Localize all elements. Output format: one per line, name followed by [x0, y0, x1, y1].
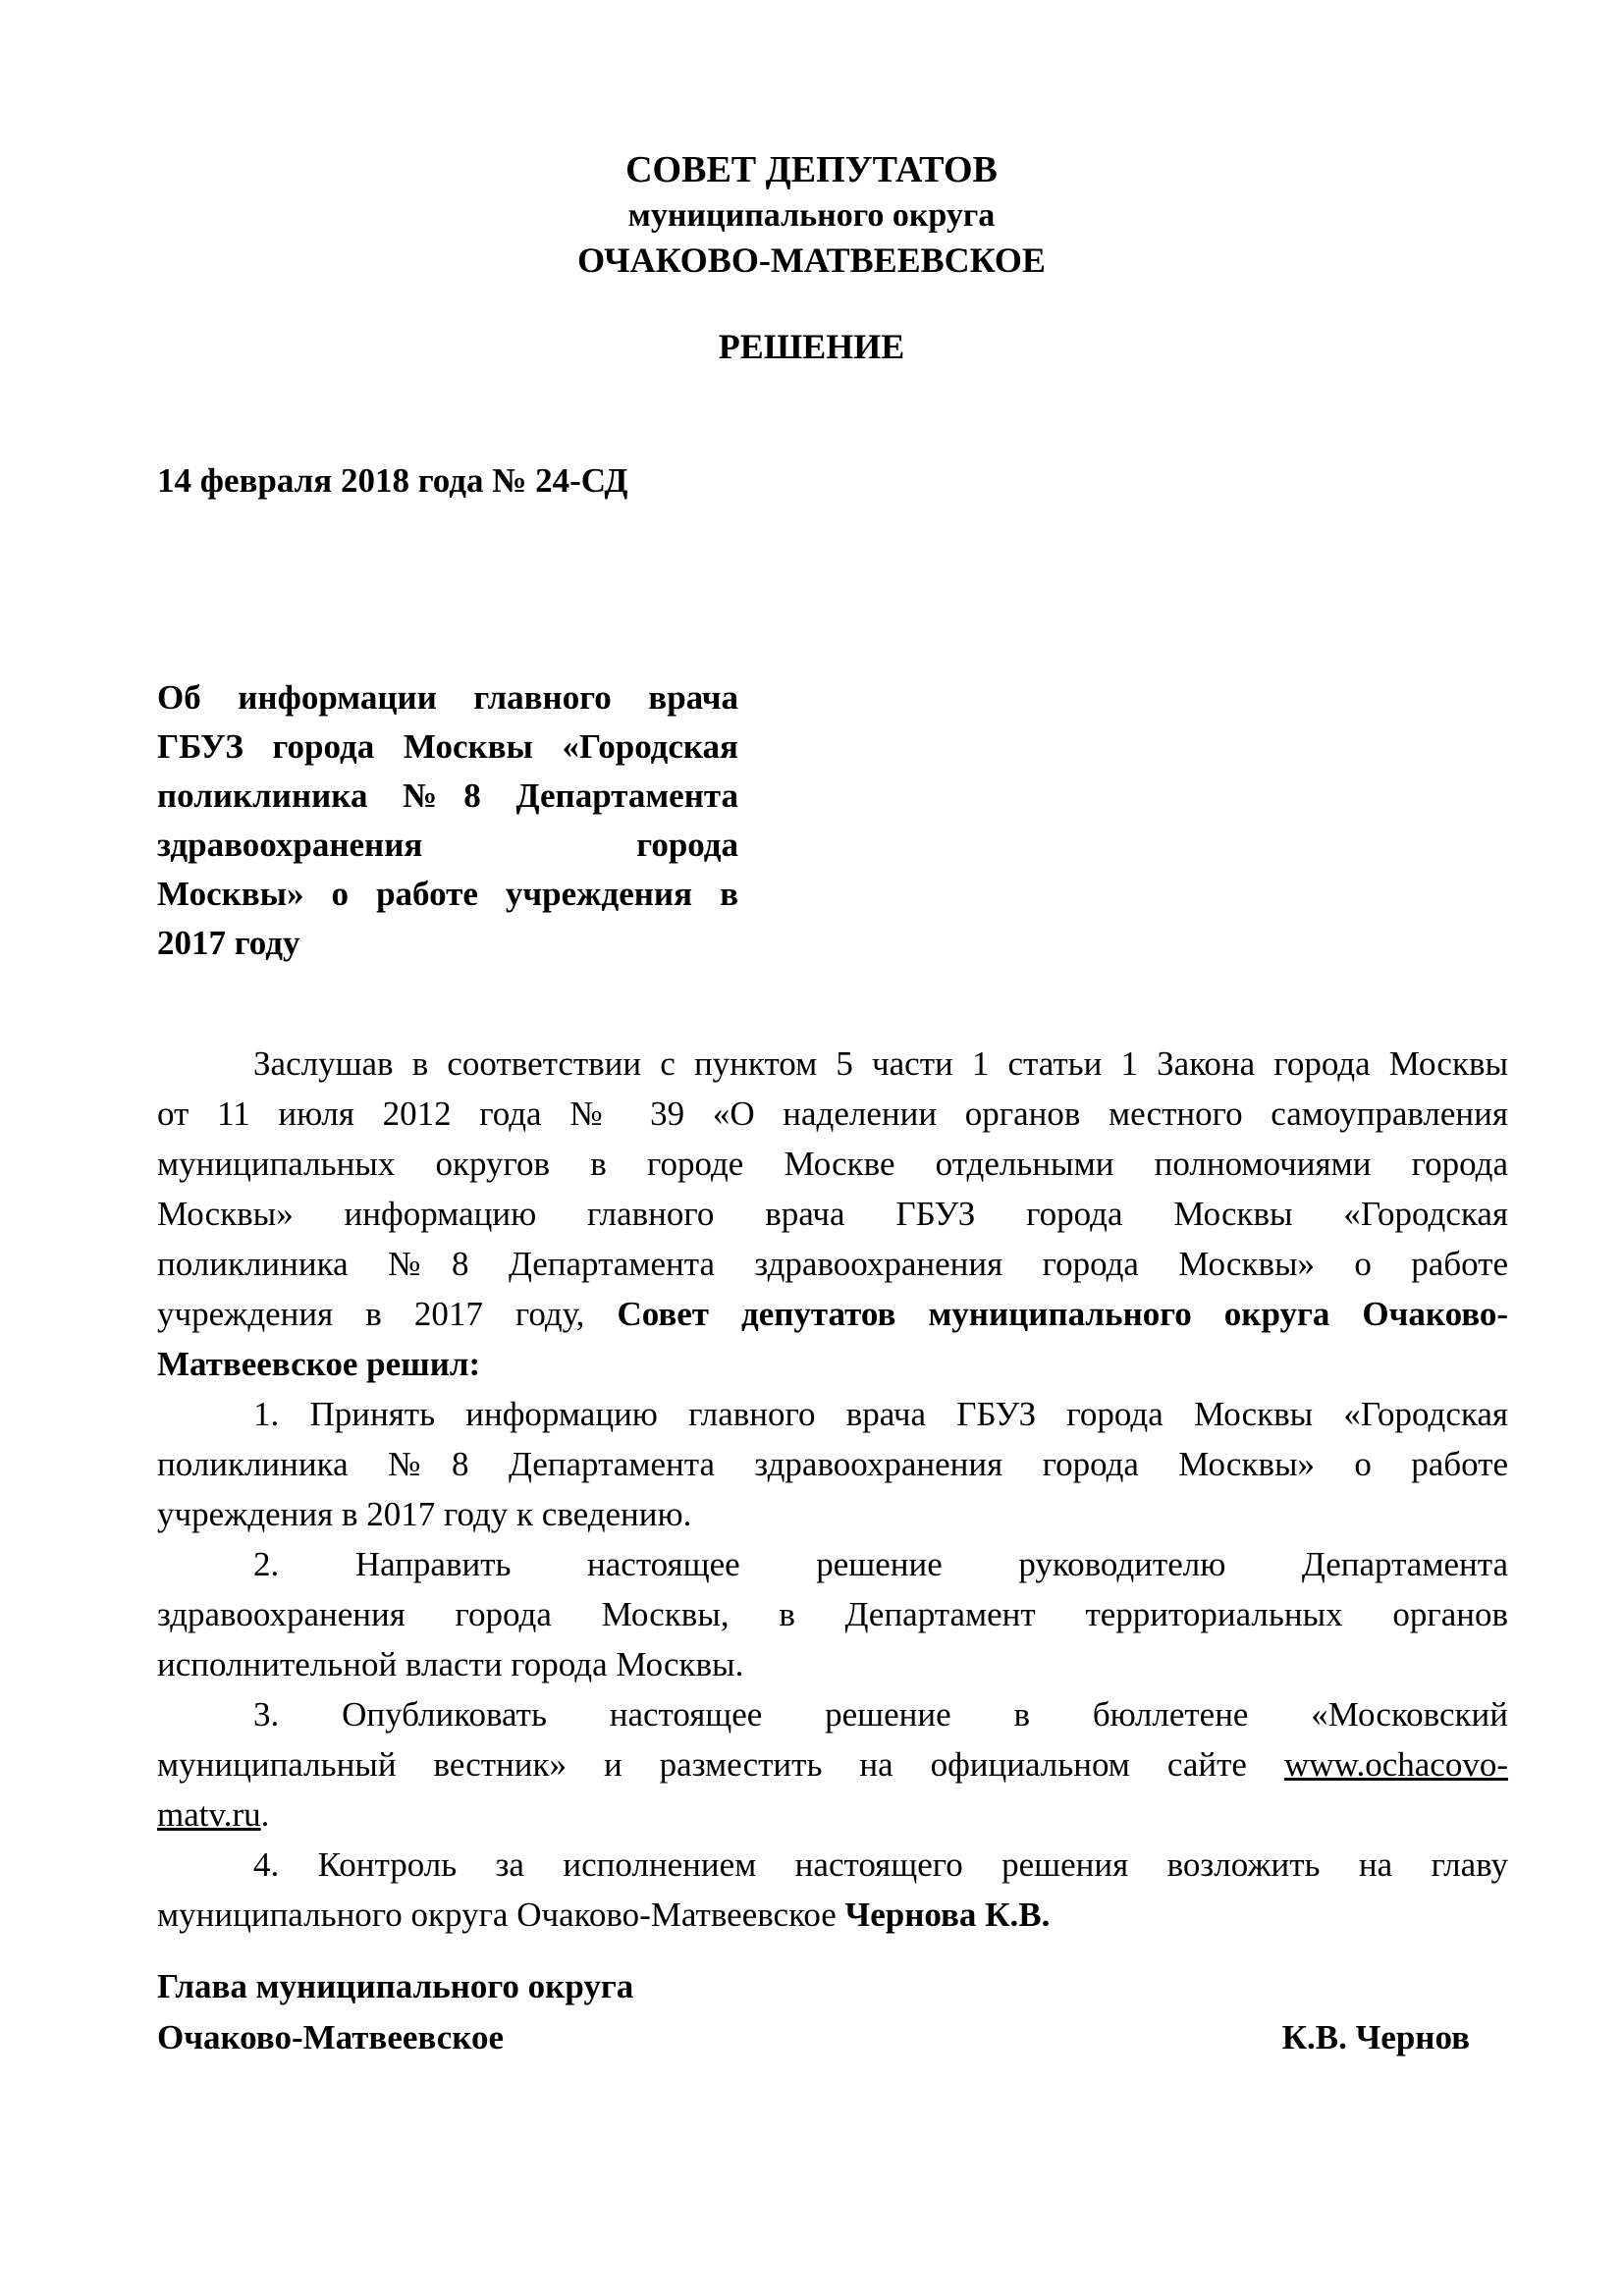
decision-body: [157, 1039, 1508, 1940]
document-type: РЕШЕНИЕ: [718, 327, 905, 366]
resolution-phrase-end: Матвеевское решил:: [157, 1345, 481, 1383]
item-4-line: 4. Контроль за исполнением настоящего решения возложить на главу: [253, 1845, 1508, 1884]
item-3-line: [157, 1789, 1508, 1840]
item-3-text: муниципальный вестник» и разместить на официальном сайте: [157, 1745, 1247, 1784]
subject-line: ГБУЗ города Москвы «Городская: [157, 727, 738, 766]
item-3-line: 3. Опубликовать настоящее решение в бюллетене «Московский: [253, 1695, 1508, 1734]
item-4-text: муниципального округа Очаково-Матвеевское: [157, 1896, 837, 1934]
preamble-text: учреждения в 2017 году,: [157, 1295, 585, 1333]
preamble-line: Москвы» информацию главного врача ГБУЗ города Москвы «Городская: [157, 1195, 1508, 1233]
preamble-line: муниципальных округов в городе Москве отдельными полномочиями города: [157, 1145, 1508, 1183]
preamble-line: от 11 июля 2012 года № 39 «О наделении органов местного самоуправления: [157, 1095, 1508, 1133]
item-1-line: поликлиника №8 Департамента здравоохранения города Москвы» о работе: [157, 1445, 1508, 1483]
subject-line: здравоохранения города: [157, 826, 738, 864]
item-2-line: исполнительной власти города Москвы.: [157, 1645, 744, 1683]
date-and-number: 14 февраля 2018 года № 24-СД: [157, 461, 628, 500]
decision-subject: [157, 673, 738, 968]
resolution-phrase: Совет депутатов муниципального округа Очаково-: [617, 1295, 1509, 1333]
item-1-line: учреждения в 2017 году к сведению.: [157, 1495, 692, 1533]
responsible-person: Чернова К.В.: [844, 1896, 1051, 1934]
website-link[interactable]: www.ochacovo-: [1283, 1745, 1509, 1784]
signatory-name: К.В. Чернов: [1281, 2018, 1470, 2056]
item-2-line: здравоохранения города Москвы, в Департамент территориальных органов: [157, 1595, 1508, 1633]
signatory-title: [157, 1961, 633, 2063]
subject-line: Об информации главного врача: [157, 678, 738, 717]
subject-line: 2017 году: [157, 924, 300, 962]
preamble-line: [157, 1289, 1508, 1339]
preamble-line: поликлиника №8 Департамента здравоохранения города Москвы» о работе: [157, 1245, 1508, 1283]
signatory-title-line: Глава муниципального округа: [157, 1967, 634, 2005]
item-2-line: 2. Направить настоящее решение руководителю Департамента: [253, 1545, 1508, 1583]
district-name: ОЧАКОВО-МАТВЕЕВСКОЕ: [577, 240, 1046, 280]
preamble-line: Заслушав в соответствии с пунктом 5 части 1 статьи 1 Закона города Москвы: [253, 1044, 1508, 1083]
subject-line: поликлиника №8 Департамента: [157, 776, 738, 815]
item-3-line: [157, 1739, 1508, 1789]
item-3-period: .: [260, 1795, 270, 1834]
item-1-line: 1. Принять информацию главного врача ГБУЗ города Москвы «Городская: [253, 1395, 1508, 1433]
district-type: муниципального округа: [627, 197, 996, 234]
subject-line: Москвы» о работе учреждения в: [157, 875, 738, 913]
item-4-line: [157, 1890, 1508, 1940]
website-link-continued[interactable]: matv.ru: [157, 1795, 261, 1834]
council-title: СОВЕТ ДЕПУТАТОВ: [625, 149, 998, 190]
signatory-title-line: Очаково-Матвеевское: [157, 2018, 505, 2056]
